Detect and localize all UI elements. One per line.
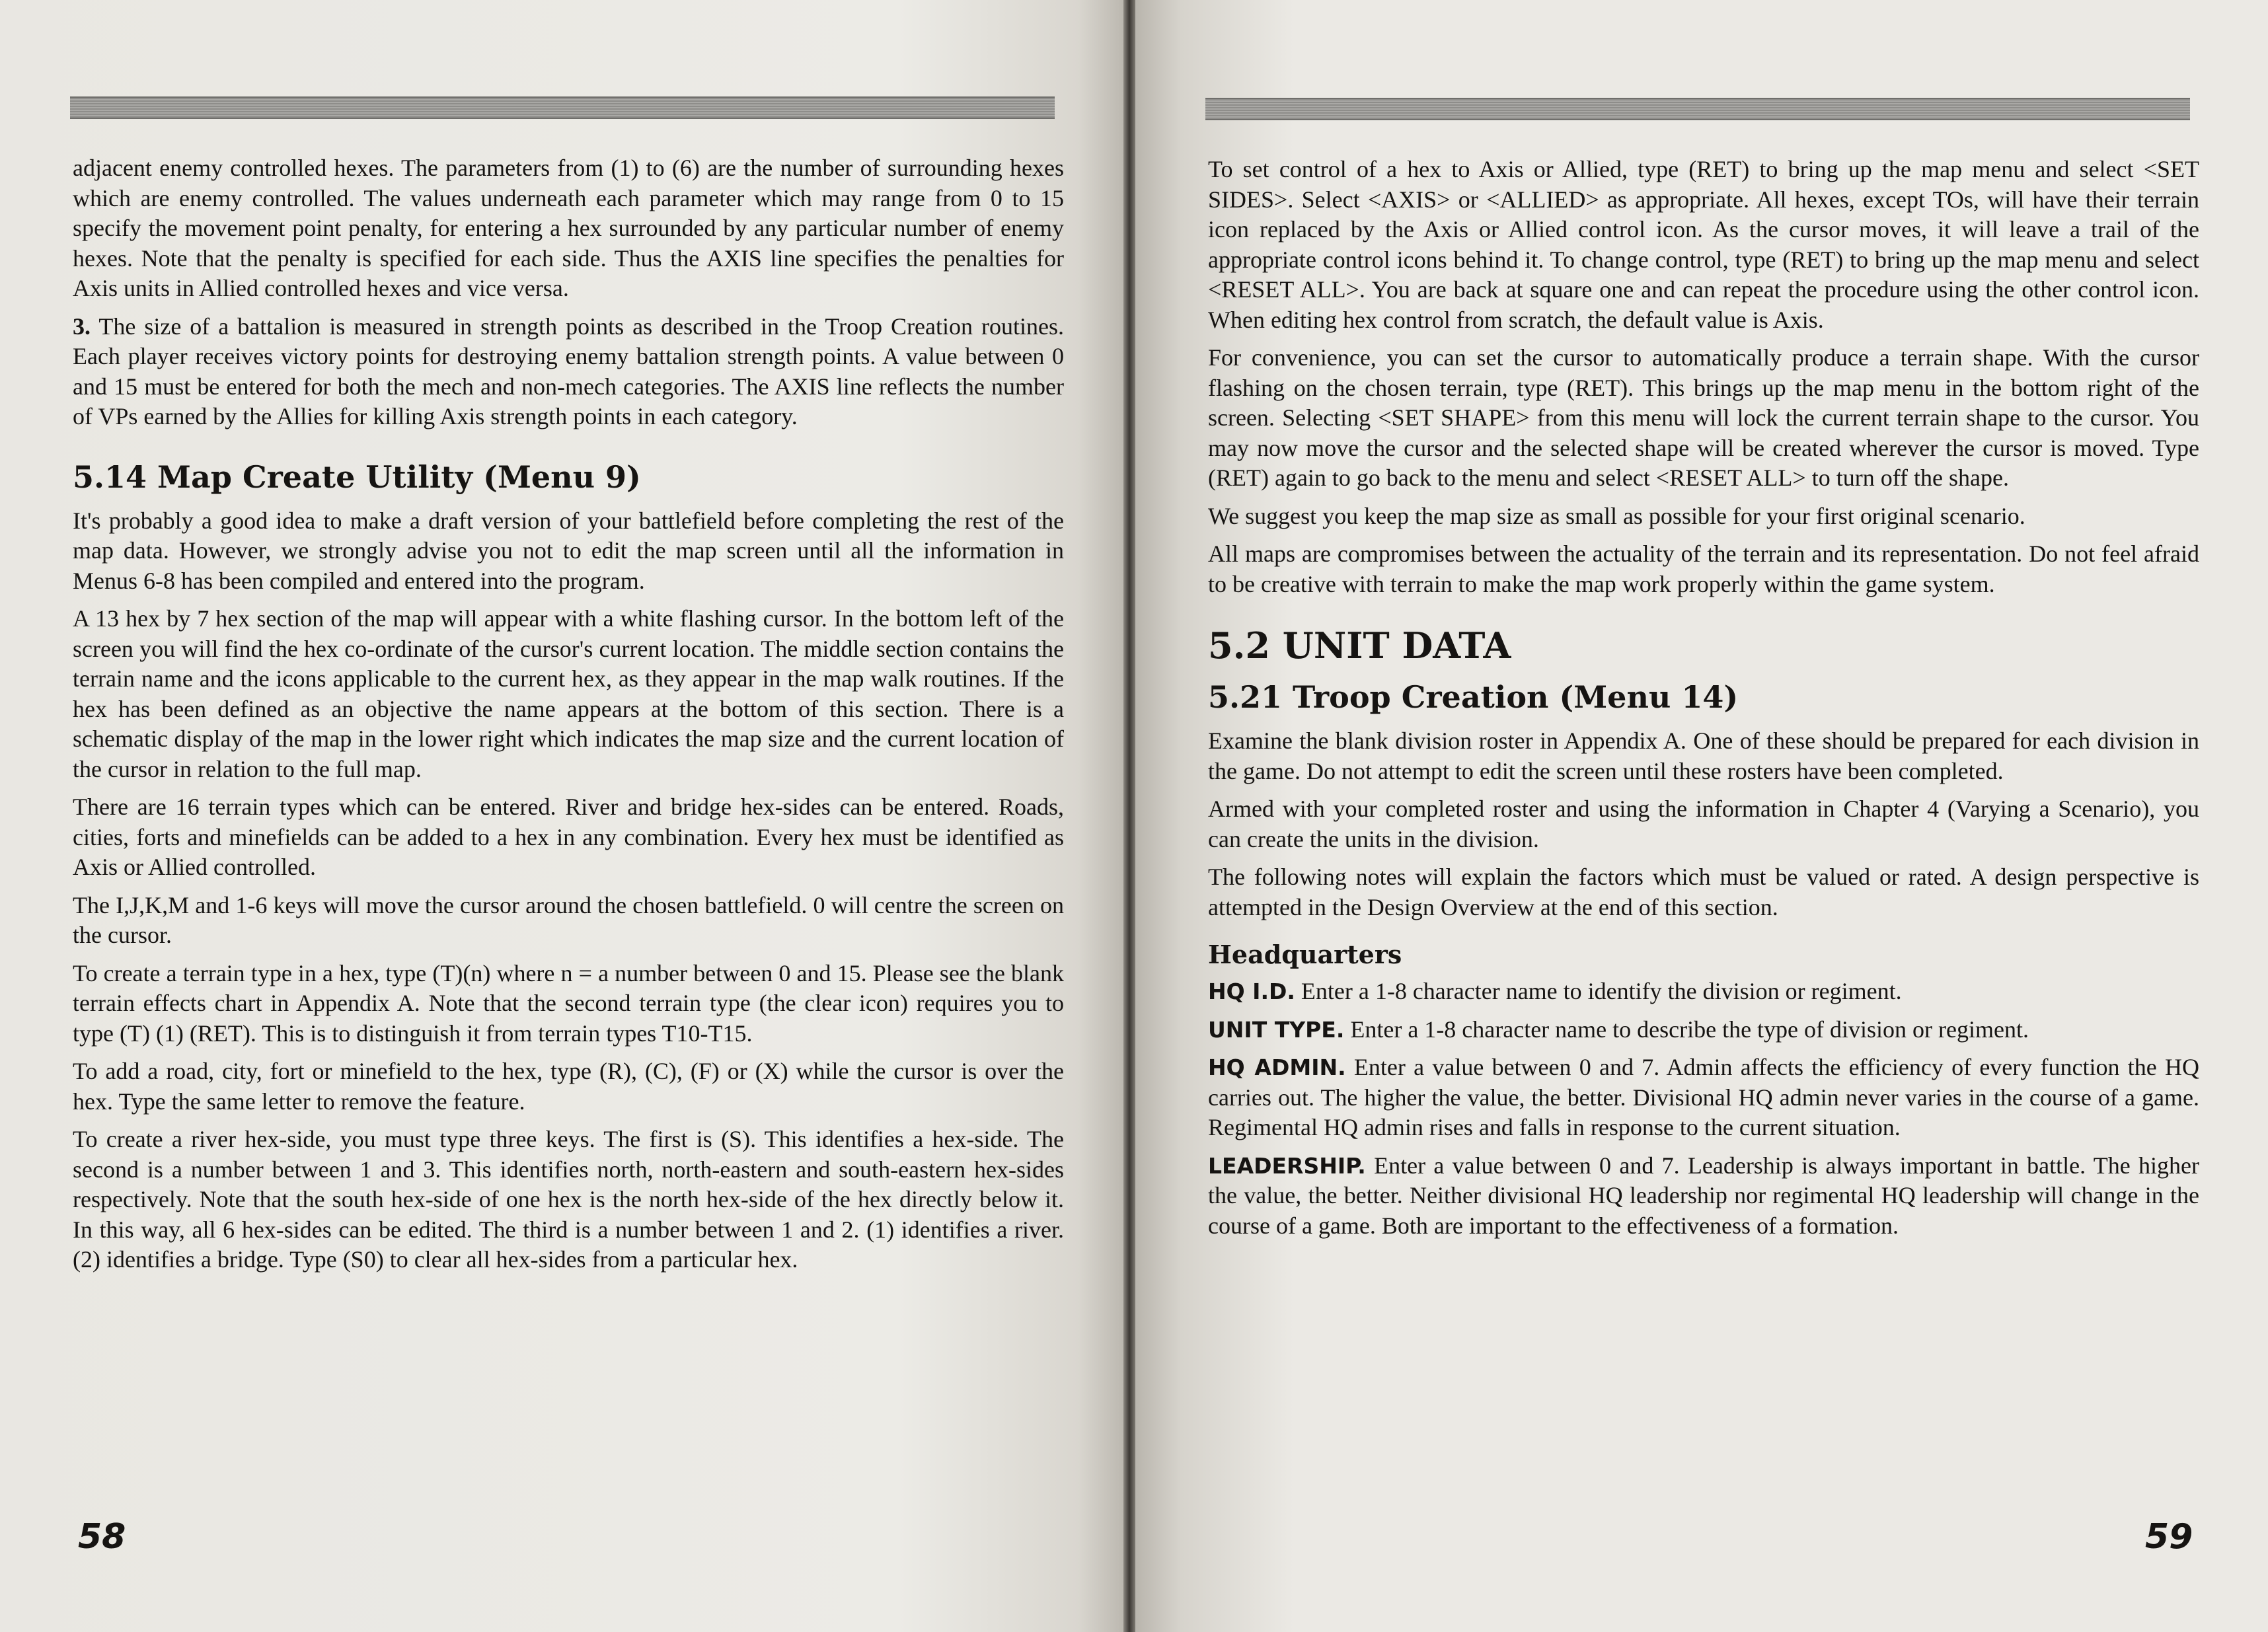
- paragraph: There are 16 terrain types which can be entered. River and bridge hex-sides can be entered. Roads, cities, forts and minefields can be added to a hex in any combination. Every hex must be identified as Axis or Allied controlled.: [73, 794, 1064, 880]
- right-page: [1135, 0, 2268, 1632]
- right-page-body: [1208, 155, 2199, 1249]
- field-label: HQ ADMIN.: [1208, 1055, 1346, 1080]
- paragraph: To set control of a hex to Axis or Allied, type (RET) to bring up the map menu and select <SET SIDES>. Select <AXIS> or <ALLIED> as appropriate. All hexes, except TOs, will have their terrain icon replaced by the Axis or Allied control icon. As the cursor moves, it will leave a trail of the appropriate control icons behind it. To change control, type (RET) to bring up the map menu and select <RESET ALL>. You are back at square one and can repeat the procedure using the other control icon. When editing hex control from scratch, the default value is Axis.: [1208, 156, 2199, 333]
- field-label: HQ I.D.: [1208, 979, 1295, 1004]
- paragraph: [73, 312, 1064, 432]
- header-rule: [1205, 98, 2190, 120]
- paragraph: To create a terrain type in a hex, type (T)(n) where n = a number between 0 and 15. Please see the blank terrain effects chart in Appendix A. Note that the second terrain type (the clear icon) requires you to type (T) (1) (RET). This is to distinguish it from terrain types T10-T15.: [73, 959, 1064, 1047]
- page-number: 58: [78, 1517, 126, 1557]
- field-text: Enter a value between 0 and 7. Admin affects the efficiency of every function the HQ carries out. The higher the value, the better. Divisional HQ admin never varies in the course of a game. Regimental HQ admin rises and falls in response to the current situation.: [1208, 1054, 2199, 1140]
- book-gutter: [1123, 0, 1135, 1632]
- field-description: [1208, 1015, 2199, 1045]
- field-label: LEADERSHIP.: [1208, 1152, 1366, 1179]
- item-number: 3.: [73, 313, 91, 340]
- section-heading: 5.14 Map Create Utility (Menu 9): [73, 459, 641, 495]
- paragraph-text: The size of a battalion is measured in strength points as described in the Troop Creation routines. Each player receives victory points for destroying enemy battalion strength points. A value between 0 and 15 must be entered for both the mech and non-mech categories. The AXIS line reflects the number of VPs earned by the Allies for killing Axis strength points in each category.: [73, 313, 1064, 429]
- paragraph: Examine the blank division roster in Appendix A. One of these should be prepared for each division in the game. Do not attempt to edit the screen until these rosters have been completed.: [1208, 727, 2199, 784]
- field-description: [1208, 1151, 2199, 1242]
- field-text: Enter a value between 0 and 7. Leadership is always important in battle. The higher the value, the better. Neither divisional HQ leadership nor regimental HQ leadership will change in the course of a game. Both are important to the effectiveness of a formation.: [1208, 1152, 2200, 1239]
- field-description: [1208, 977, 2199, 1007]
- field-text: Enter a 1-8 character name to describe the type of division or regiment.: [1350, 1016, 2029, 1043]
- paragraph: It's probably a good idea to make a draft version of your battlefield before completing the rest of the map data. However, we strongly advise you not to edit the map screen until all the information in Menus 6-8 has been compiled and entered into the program.: [73, 507, 1064, 594]
- paragraph: Armed with your completed roster and using the information in Chapter 4 (Varying a Scenario), you can create the units in the division.: [1208, 796, 2199, 852]
- paragraph: We suggest you keep the map size as small as possible for your first original scenario.: [1208, 502, 2025, 529]
- subheading: Headquarters: [1208, 940, 1402, 969]
- paragraph: The following notes will explain the factors which must be valued or rated. A design perspective is attempted in the Design Overview at the end of this section.: [1208, 864, 2199, 920]
- left-page: [0, 0, 1123, 1632]
- chapter-heading: 5.2 UNIT DATA: [1208, 624, 1511, 667]
- paragraph: To add a road, city, fort or minefield to the hex, type (R), (C), (F) or (X) while the cursor is over the hex. Type the same letter to remove the feature.: [73, 1058, 1064, 1115]
- field-label: UNIT TYPE.: [1208, 1016, 1345, 1043]
- field-text: Enter a 1-8 character name to identify the division or regiment.: [1301, 978, 1902, 1004]
- page-number: 59: [2145, 1517, 2193, 1557]
- header-rule: [70, 96, 1055, 119]
- paragraph: All maps are compromises between the actuality of the terrain and its representation. Do not feel afraid to be creative with terrain to make the map work properly within the game system.: [1208, 540, 2199, 597]
- paragraph: For convenience, you can set the cursor to automatically produce a terrain shape. With the cursor flashing on the chosen terrain, type (RET). This brings up the map menu in the bottom right of the screen. Selecting <SET SHAPE> from this menu will lock the current terrain shape to the cursor. You may now move the cursor and the selected shape will be created wherever the cursor is moved. Type (RET) again to go back to the menu and select <RESET ALL> to turn off the shape.: [1208, 344, 2199, 491]
- field-description: [1208, 1053, 2199, 1143]
- paragraph: A 13 hex by 7 hex section of the map will appear with a white flashing cursor. In the bottom left of the screen you will find the hex co-ordinate of the cursor's current location. The middle section contains the terrain name and the icons applicable to the current hex, as they appear in the map walk routines. If the hex has been defined as an objective the name appears at the bottom of this section. There is a schematic display of the map in the lower right which indicates the map size and the current location of the cursor in relation to the full map.: [73, 605, 1064, 782]
- section-heading: 5.21 Troop Creation (Menu 14): [1208, 679, 1739, 715]
- paragraph: adjacent enemy controlled hexes. The parameters from (1) to (6) are the number of surrounding hexes which are enemy controlled. The values underneath each parameter which may range from 0 to 15 specify the movement point penalty, for entering a hex surrounded by any particular number of enemy hexes. Note that the penalty is specified for each side. Thus the AXIS line specifies the penalties for Axis units in Allied controlled hexes and vice versa.: [73, 155, 1064, 301]
- paragraph: To create a river hex-side, you must type three keys. The first is (S). This identifies a hex-side. The second is a number between 1 and 3. This identifies north, north-eastern and south-eastern hex-sides respectively. Note that the south hex-side of one hex is the north hex-side of the hex directly below it. In this way, all 6 hex-sides can be edited. The third is a number between 1 and 2. (1) identifies a river. (2) identifies a bridge. Type (S0) to clear all hex-sides from a particular hex.: [73, 1126, 1064, 1273]
- left-page-body: [73, 153, 1064, 1283]
- paragraph: The I,J,K,M and 1-6 keys will move the cursor around the chosen battlefield. 0 will centre the screen on the cursor.: [73, 891, 1064, 948]
